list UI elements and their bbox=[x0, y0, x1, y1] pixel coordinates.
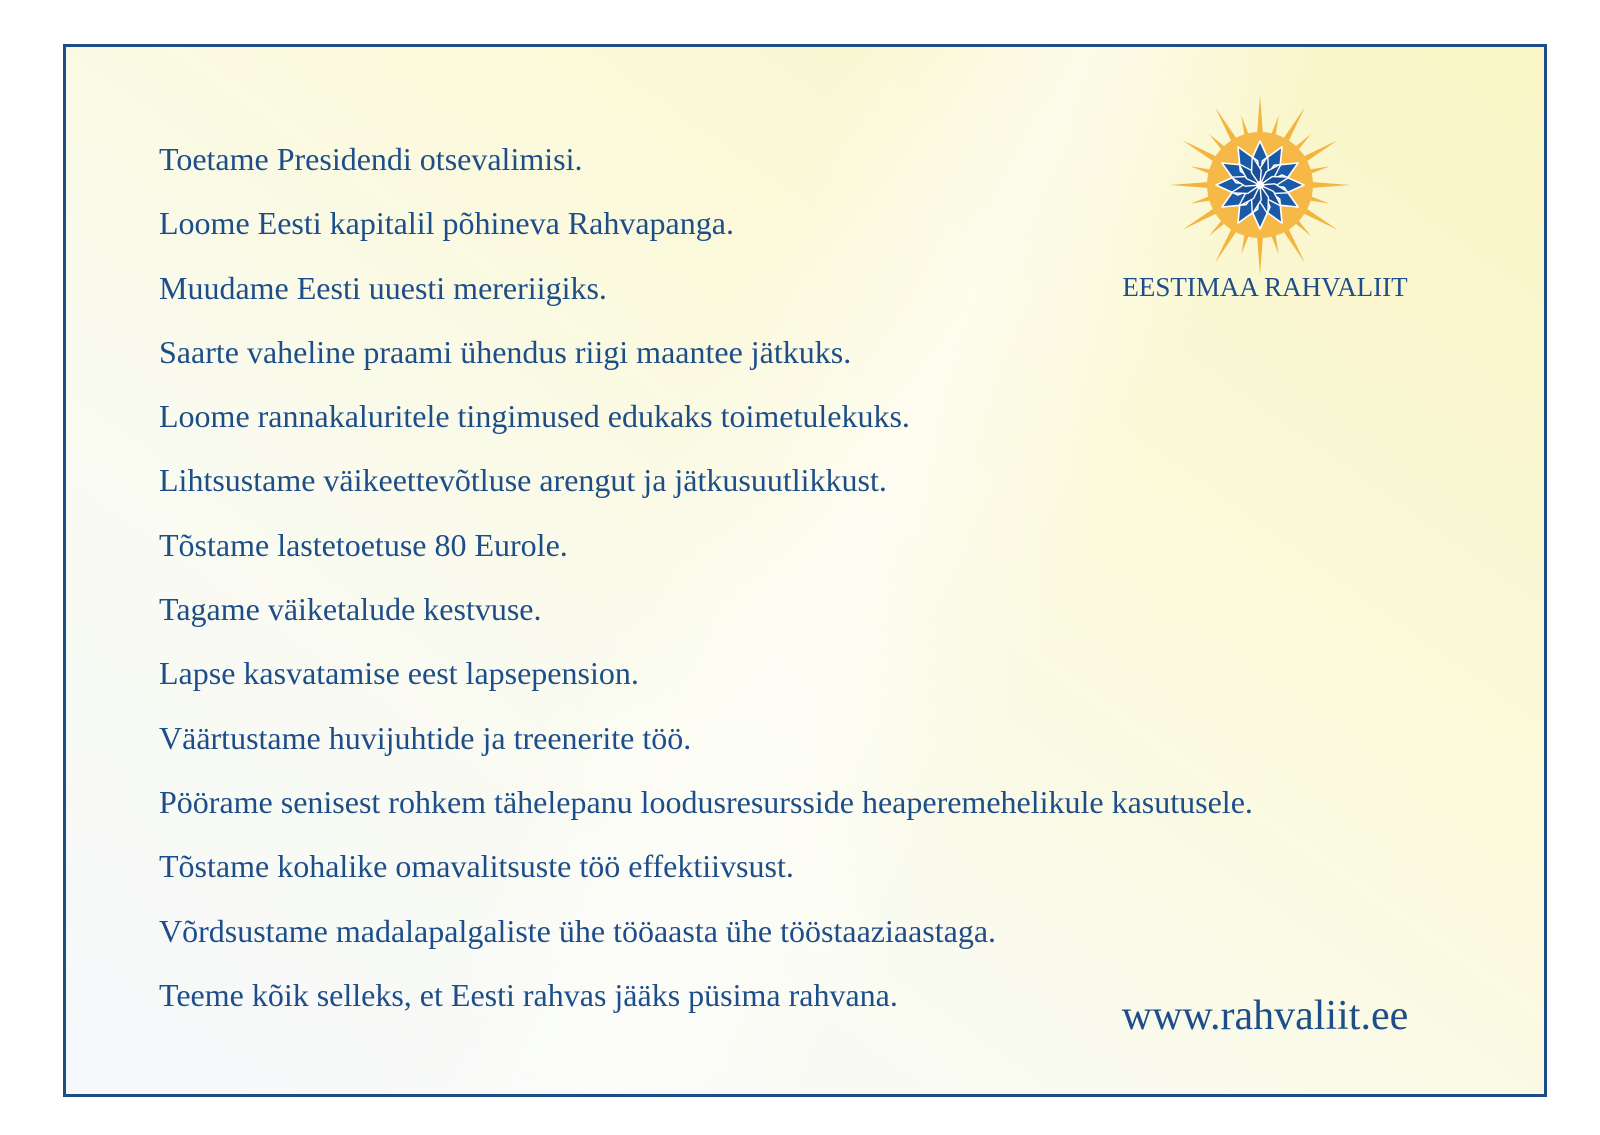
flower-center bbox=[1256, 181, 1264, 189]
leaflet-frame bbox=[63, 44, 1547, 1097]
sun-flower-emblem-icon bbox=[1160, 85, 1360, 285]
program-point: Tõstame kohalike omavalitsuste töö effektiivsust. bbox=[159, 848, 794, 885]
party-name: EESTIMAA RAHVALIIT bbox=[1122, 272, 1408, 302]
program-point: Lapse kasvatamise eest lapsepension. bbox=[159, 655, 639, 692]
program-point: Võrdsustame madalapalgaliste ühe tööaasta ühe tööstaaziaastaga. bbox=[159, 912, 997, 949]
website-address: www.rahvaliit.ee bbox=[1121, 993, 1409, 1039]
program-point: Pöörame senisest rohkem tähelepanu loodusresursside heaperemehelikule kasutusele. bbox=[159, 783, 1253, 820]
program-point: Loome rannakaluritele tingimused edukaks toimetulekuks. bbox=[159, 398, 910, 435]
program-point: Tõstame lastetoetuse 80 Eurole. bbox=[159, 526, 568, 563]
program-point: Teeme kõik selleks, et Eesti rahvas jääks püsima rahvana. bbox=[159, 976, 898, 1013]
program-point: Toetame Presidendi otsevalimisi. bbox=[159, 141, 583, 177]
program-point: Saarte vaheline praami ühendus riigi maantee jätkuks. bbox=[159, 333, 852, 370]
program-point: Lihtsustame väikeettevõtluse arengut ja jätkusuutlikkust. bbox=[159, 462, 887, 499]
program-point: Väärtustame huvijuhtide ja treenerite töö. bbox=[159, 719, 692, 756]
program-point: Muudame Eesti uuesti mereriigiks. bbox=[159, 269, 607, 306]
program-point: Loome Eesti kapitalil põhineva Rahvapanga. bbox=[159, 205, 734, 242]
program-point: Tagame väiketalude kestvuse. bbox=[159, 591, 542, 628]
program-points-list bbox=[159, 127, 1253, 1027]
